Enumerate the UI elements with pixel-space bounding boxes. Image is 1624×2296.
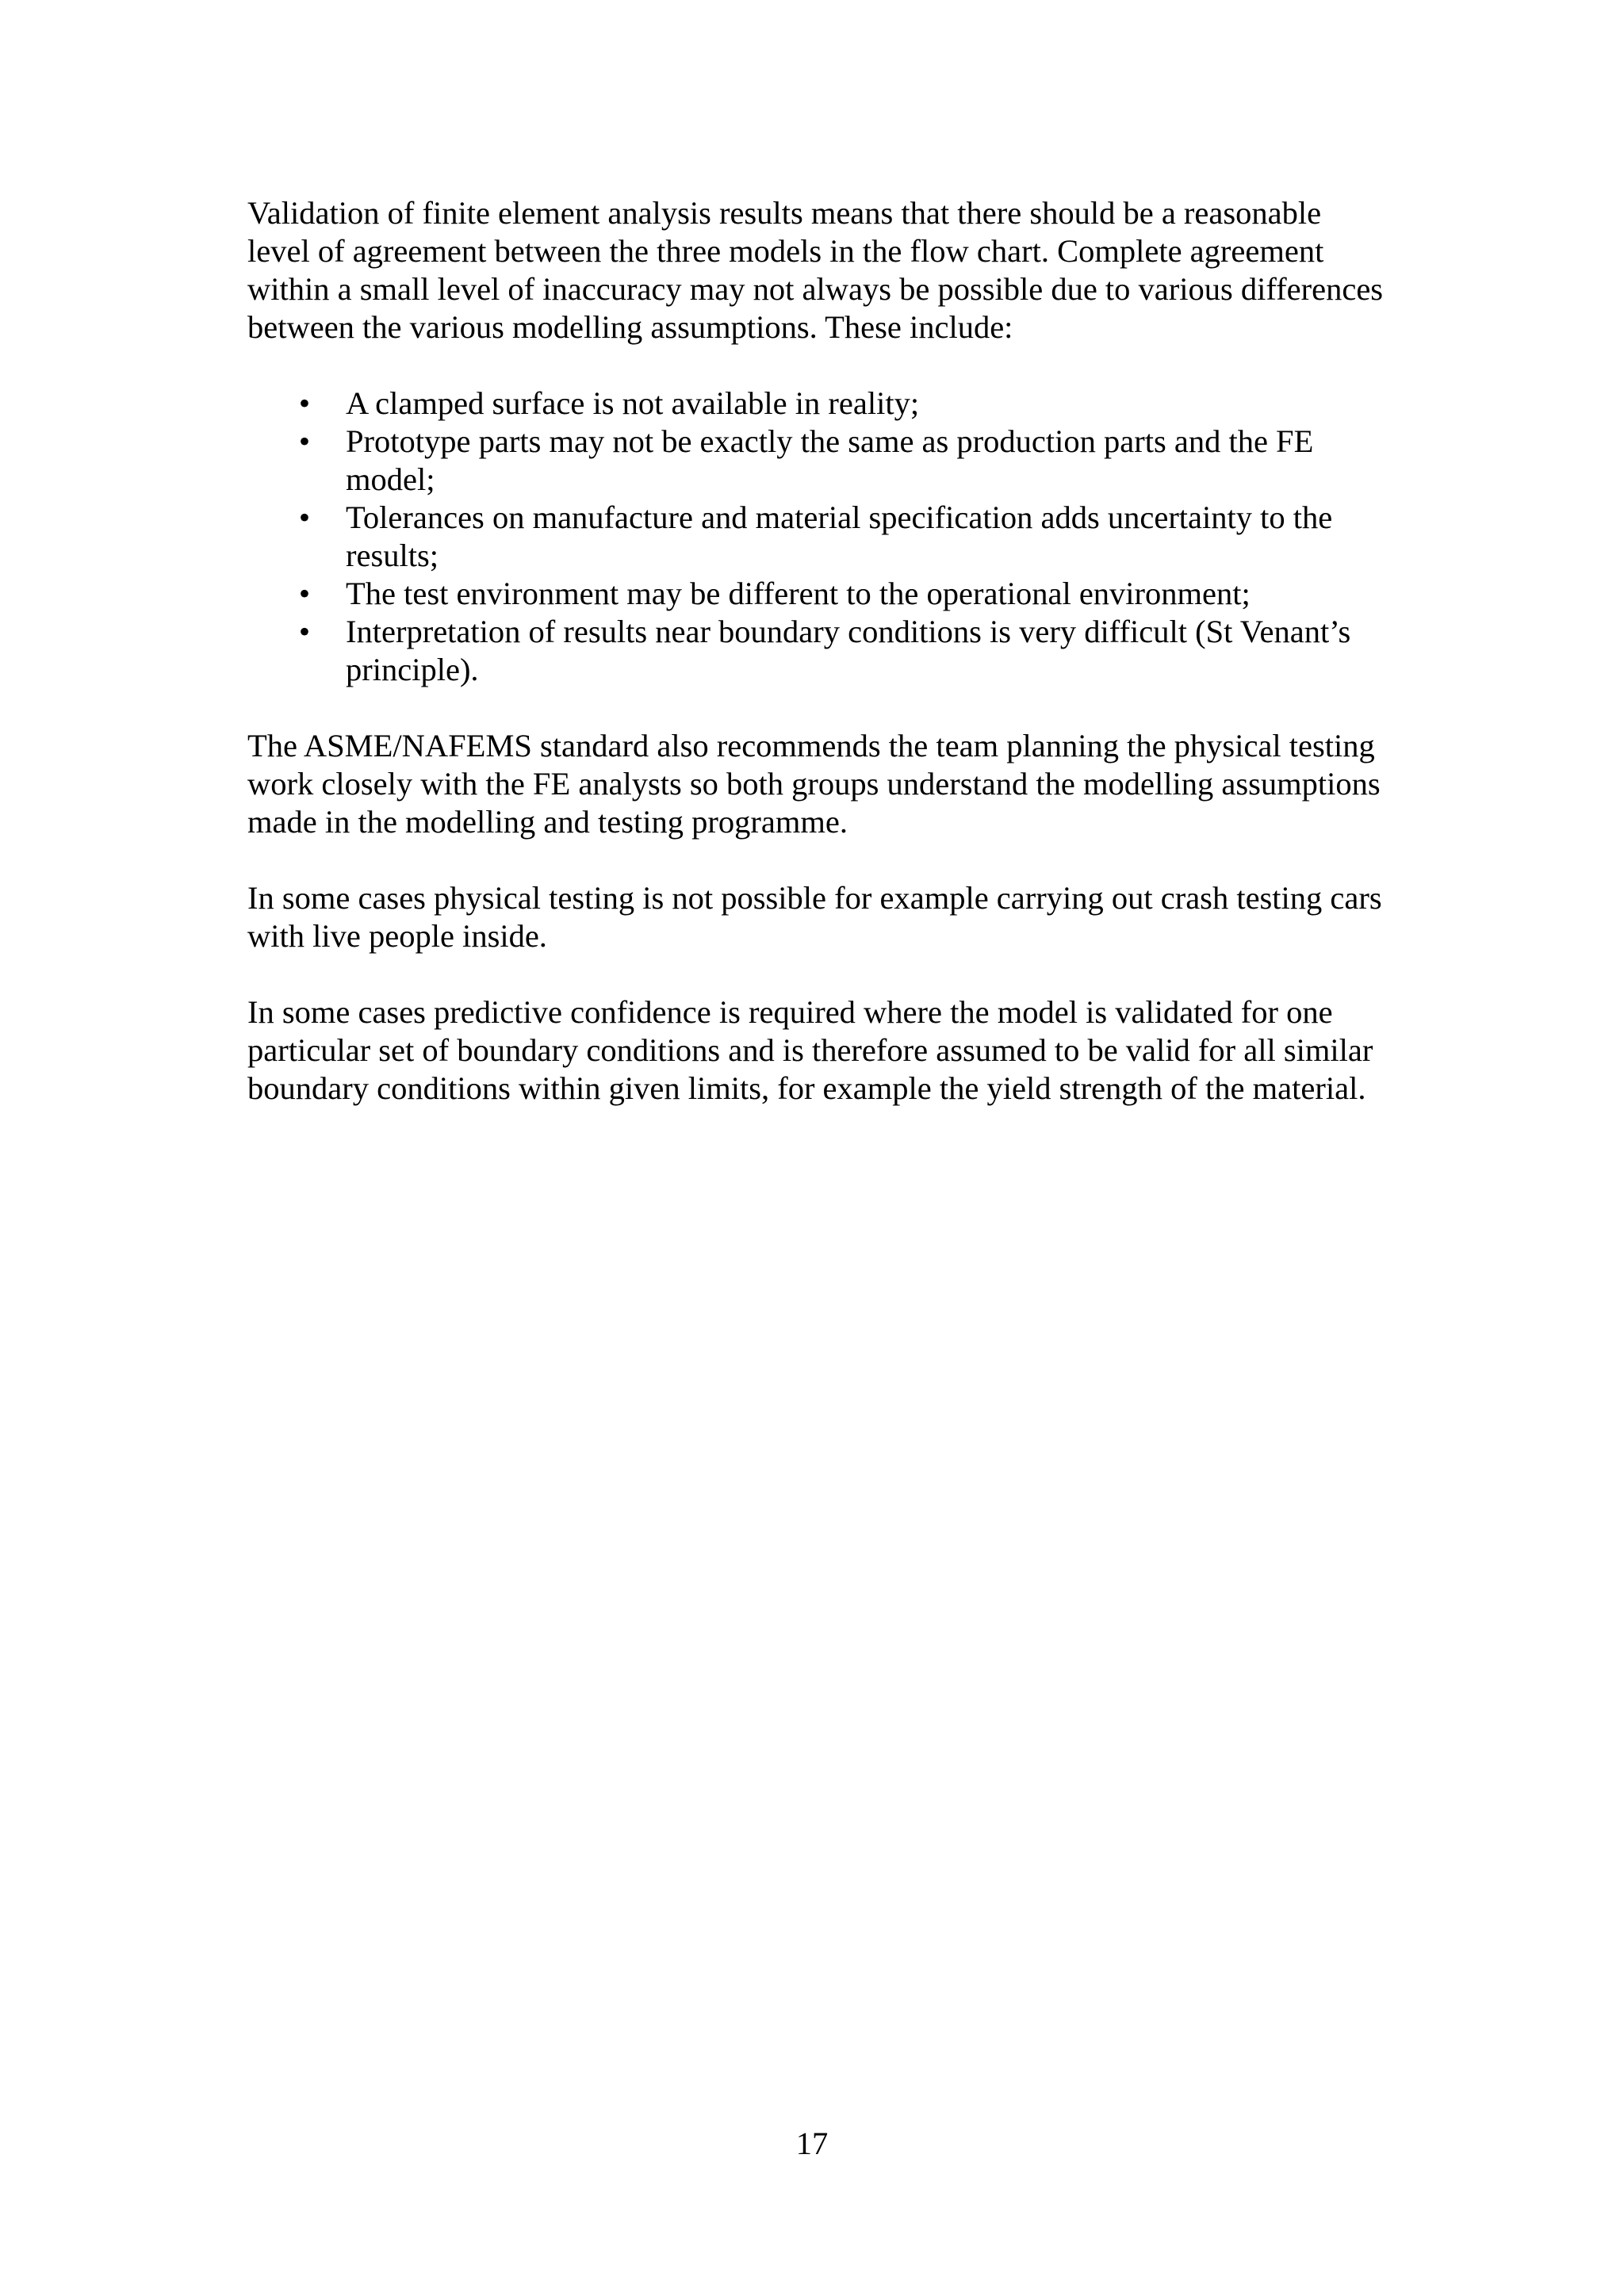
bullet-icon: •: [298, 385, 311, 421]
bullet-item: [247, 575, 1389, 613]
bullet-icon: •: [298, 614, 311, 649]
bullet-item: [247, 423, 1389, 499]
page-number: 17: [795, 2126, 829, 2161]
bullet-icon: •: [298, 576, 311, 611]
paragraph-asme-standard: The ASME/NAFEMS standard also recommends the team planning the physical testing work closely with the FE analysts so both groups understand the modelling assumptions made in the modelling and testing programme.: [247, 728, 1381, 840]
paragraph-predictive-confidence: In some cases predictive confidence is required where the model is validated for one particular set of boundary conditions and is therefore assumed to be valid for all similar boundary conditions within given limits, for example the yield strength of the material.: [247, 994, 1373, 1106]
bullet-text: The test environment may be different to the operational environment;: [346, 576, 1251, 611]
bullet-text: Tolerances on manufacture and material specification adds uncertainty to the results;: [346, 499, 1333, 573]
bullet-item: [247, 613, 1389, 689]
bullet-text: Prototype parts may not be exactly the same as production parts and the FE model;: [346, 423, 1314, 497]
page-content: [247, 194, 1389, 1146]
bullet-icon: •: [298, 423, 311, 459]
bullet-item: [247, 499, 1389, 575]
bullet-icon: •: [298, 499, 311, 535]
bullet-item: [247, 385, 1389, 423]
bullet-text: Interpretation of results near boundary conditions is very difficult (St Venant’s principle).: [346, 614, 1351, 687]
paragraph-physical-testing: In some cases physical testing is not possible for example carrying out crash testing cars with live people inside.: [247, 880, 1382, 954]
bullet-list: [247, 385, 1389, 689]
paragraph-intro: Validation of finite element analysis results means that there should be a reasonable level of agreement between the three models in the flow chart. Complete agreement within a small level of inaccuracy may not always be possible due to various differences between the various modelling assumptions. These include:: [247, 195, 1384, 345]
bullet-text: A clamped surface is not available in reality;: [346, 385, 920, 421]
